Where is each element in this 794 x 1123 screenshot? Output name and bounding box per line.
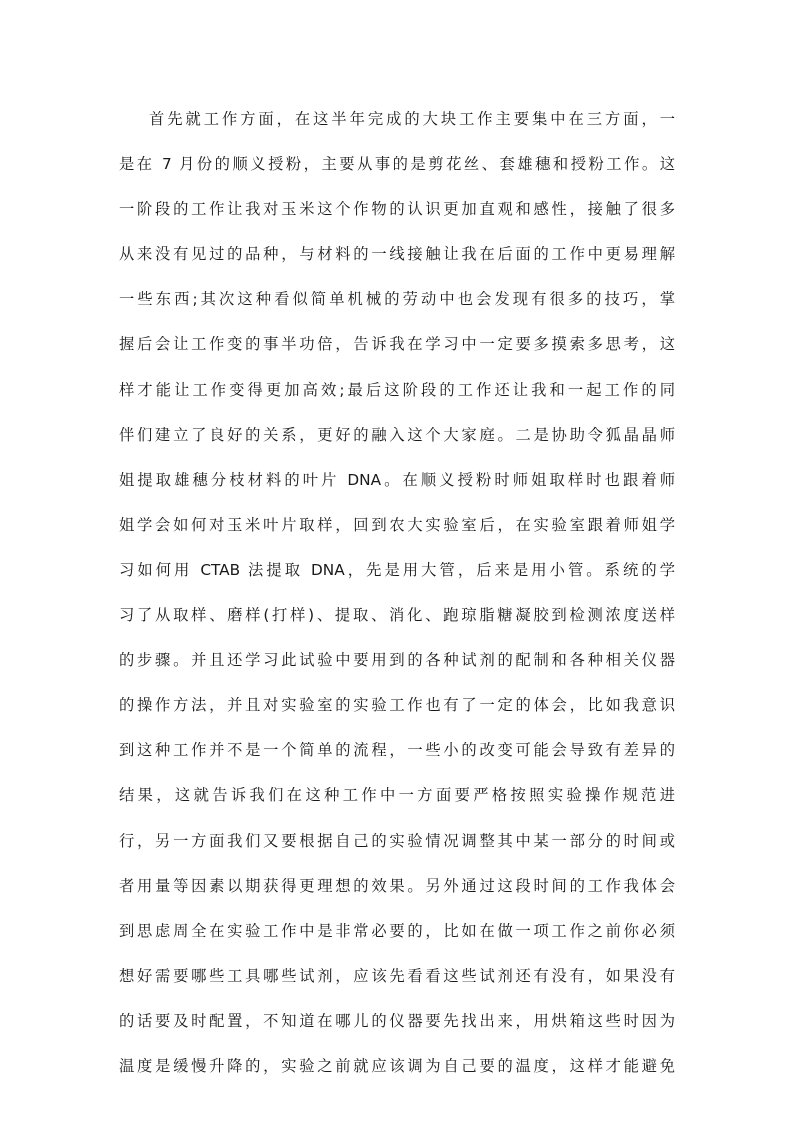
body-paragraph (119, 97, 675, 1089)
text-line: 首先就工作方面，在这半年完成的大块工作主要集中在三方面，一 (149, 110, 675, 128)
text-line: 从来没有见过的品种，与材料的一线接触让我在后面的工作中更易理解 (119, 245, 675, 264)
text-line: 习了从取样、磨样(打样)、提取、消化、跑琼脂糖凝胶到检测浓度送样 (119, 606, 675, 625)
text-line: 者用量等因素以期获得更理想的效果。另外通过这段时间的工作我体会 (119, 876, 675, 895)
text-line: 的操作方法，并且对实验室的实验工作也有了一定的体会，比如我意识 (119, 696, 675, 715)
text-line: 想好需要哪些工具哪些试剂，应该先看看这些试剂还有没有，如果没有 (119, 966, 675, 985)
text-line: 习如何用 CTAB 法提取 DNA，先是用大管，后来是用小管。系统的学 (119, 560, 675, 579)
text-line: 一阶段的工作让我对玉米这个作物的认识更加直观和感性，接触了很多 (119, 200, 675, 219)
text-line: 结果，这就告诉我们在这种工作中一方面要严格按照实验操作规范进 (119, 786, 675, 805)
text-line: 到思虑周全在实验工作中是非常必要的，比如在做一项工作之前你必须 (119, 921, 675, 940)
text-line: 姐学会如何对玉米叶片取样，回到农大实验室后，在实验室跟着师姐学 (119, 515, 675, 534)
text-line: 行，另一方面我们又要根据自己的实验情况调整其中某一部分的时间或 (119, 831, 675, 850)
text-line: 姐提取雄穗分枝材料的叶片 DNA。在顺义授粉时师姐取样时也跟着师 (119, 470, 675, 489)
text-line: 温度是缓慢升降的，实验之前就应该调为自己要的温度，这样才能避免 (119, 1056, 675, 1075)
text-line: 伴们建立了良好的关系，更好的融入这个大家庭。二是协助令狐晶晶师 (119, 425, 675, 444)
text-line: 握后会让工作变的事半功倍，告诉我在学习中一定要多摸索多思考，这 (119, 335, 675, 354)
text-line: 是在 7 月份的顺义授粉，主要从事的是剪花丝、套雄穗和授粉工作。这 (119, 155, 675, 174)
text-line: 的话要及时配置，不知道在哪儿的仪器要先找出来，用烘箱这些时因为 (119, 1011, 675, 1030)
text-line: 样才能让工作变得更加高效;最后这阶段的工作还让我和一起工作的同 (119, 380, 675, 399)
text-line: 到这种工作并不是一个简单的流程，一些小的改变可能会导致有差异的 (119, 741, 675, 760)
text-line: 一些东西;其次这种看似简单机械的劳动中也会发现有很多的技巧，掌 (119, 290, 675, 309)
text-line: 的步骤。并且还学习此试验中要用到的各种试剂的配制和各种相关仪器 (119, 651, 675, 670)
